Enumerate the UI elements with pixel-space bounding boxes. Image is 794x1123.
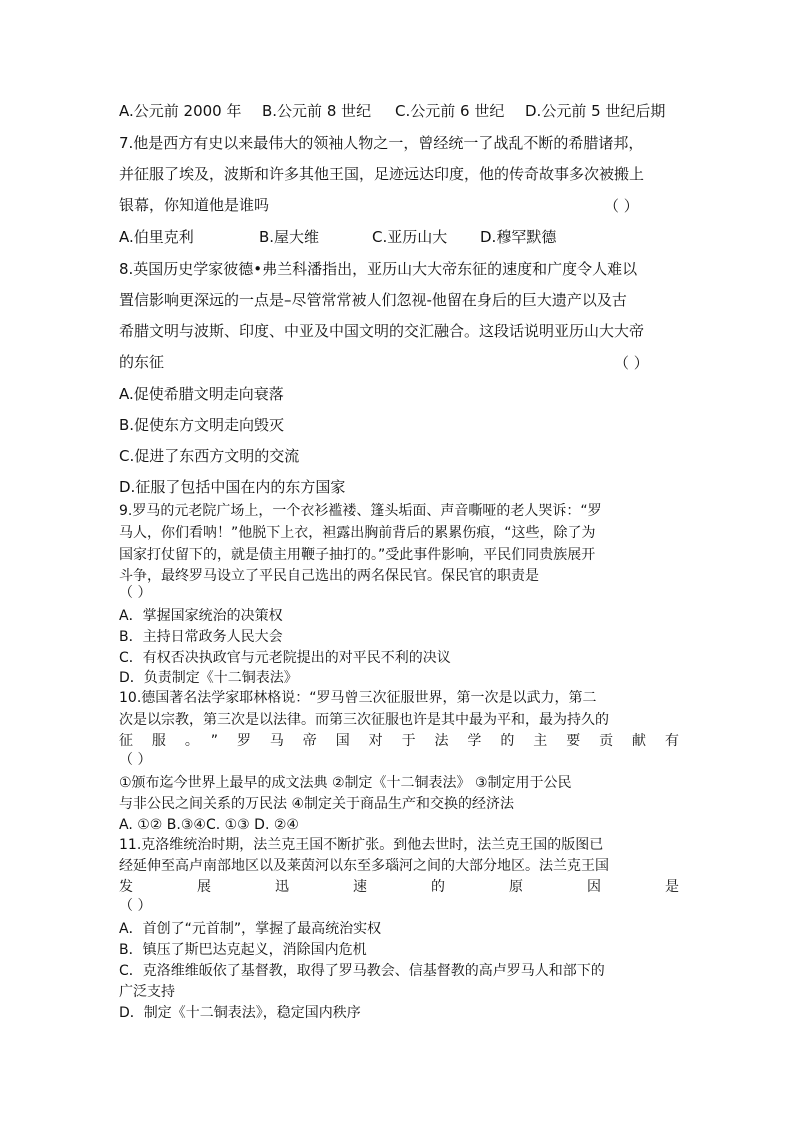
q9-text-line-1: 9.罗马的元老院广场上，一个衣衫褴褛、篷头垢面、声音嘶哑的老人哭诉：“罗 — [119, 503, 602, 519]
q10-statement-line-1: ①颁布迄今世界上最早的成文法典 ②制定《十二铜表法》 ③制定用于公民 — [119, 775, 572, 791]
q11-option-c-line-1: C．克洛维维皈依了基督教，取得了罗马教会、信基督教的高卢罗马人和部下的 — [119, 963, 605, 979]
q7-text-line-1: 7.他是西方有史以来最伟大的领袖人物之一，曾经统一了战乱不断的希腊诸邦， — [119, 134, 644, 152]
q10-answer-blank: （ ） — [119, 752, 152, 768]
q6-option-c: C.公元前 6 世纪 — [395, 102, 505, 120]
q7-text-line-3: 银幕，你知道他是谁吗 — [119, 196, 270, 214]
q8-text-line-2: 置信影响更深远的一点是–尽管常常被人们忽视-他留在身后的巨大遗产以及古 — [119, 291, 627, 309]
q9-text-line-3: 国家打仗留下的，就是债主用鞭子抽打的。”受此事件影响，平民们同贵族展开 — [119, 547, 596, 563]
q7-answer-blank: （ ） — [604, 197, 639, 215]
q10-text-line-1: 10.德国著名法学家耶林格说：“罗马曾三次征服世界，第一次是以武力，第二 — [119, 690, 597, 706]
q7-option-b: B.屋大维 — [259, 228, 320, 246]
q11-option-a: A．首创了“元首制”，掌握了最高统治实权 — [119, 921, 382, 937]
q8-text-line-3: 希腊文明与波斯、印度、中亚及中国文明的交汇融合。这段话说明亚历山大大帝 — [119, 322, 645, 340]
q7-text-line-2: 并征服了埃及，波斯和许多其他王国，足迹远达印度，他的传奇故事多次被搬上 — [119, 165, 645, 183]
q11-text-line-2: 经延伸至高卢南部地区以及莱茵河以东至多瑙河之间的大部分地区。法兰克王国 — [119, 858, 609, 874]
q11-option-d: D．制定《十二铜表法》，稳定国内秩序 — [119, 1005, 361, 1021]
q10-text-line-2: 次是以宗教，第三次是以法律。而第三次征服也许是其中最为平和，最为持久的 — [119, 712, 609, 728]
q7-option-c: C.亚历山大 — [372, 228, 448, 246]
q9-option-c: C．有权否决执政官与元老院提出的对平民不利的决议 — [119, 650, 451, 666]
q11-text-line-1: 11.克洛维统治时期，法兰克王国不断扩张。到他去世时，法兰克王国的版图已 — [119, 837, 604, 853]
q9-option-b: B．主持日常政务人民大会 — [119, 629, 283, 645]
q11-option-c-line-2: 广泛支持 — [119, 984, 175, 1000]
q11-text-line-3: 发展迅速的原因是 — [119, 879, 679, 895]
q6-option-d: D.公元前 5 世纪后期 — [525, 102, 666, 120]
q10-text-line-3: 征服。”罗马帝国对于法学的主要贡献有 — [119, 733, 679, 749]
q8-option-c: C.促进了东西方文明的交流 — [119, 447, 300, 465]
q9-text-line-4: 斗争，最终罗马设立了平民自己选出的两名保民官。保民官的职责是 — [119, 568, 539, 584]
q8-text-line-1: 8.英国历史学家彼德•弗兰科潘指出，亚历山大大帝东征的速度和广度令人难以 — [119, 260, 638, 278]
q8-option-d: D.征服了包括中国在内的东方国家 — [119, 478, 346, 496]
q8-text-line-4: 的东征 — [119, 353, 165, 371]
q8-option-b: B.促使东方文明走向毁灭 — [119, 416, 285, 434]
q7-option-a: A.伯里克利 — [119, 228, 194, 246]
q11-option-b: B．镇压了斯巴达克起义，消除国内危机 — [119, 942, 367, 958]
q10-statement-line-2: 与非公民之间关系的万民法 ④制定关于商品生产和交换的经济法 — [119, 796, 514, 812]
q9-option-d: D．负责制定《十二铜表法》 — [119, 670, 298, 686]
q7-option-d: D.穆罕默德 — [480, 228, 557, 246]
q8-answer-blank: （ ） — [614, 354, 649, 372]
q10-options: A. ①② B.③④C. ①③ D. ②④ — [119, 817, 299, 833]
q9-text-line-2: 马人，你们看呐！”他脱下上衣，袒露出胸前背后的累累伤痕，“这些，除了为 — [119, 525, 596, 541]
q6-option-b: B.公元前 8 世纪 — [262, 102, 372, 120]
q9-answer-blank: （ ） — [119, 585, 152, 601]
q9-option-a: A．掌握国家统治的决策权 — [119, 608, 283, 624]
q8-option-a: A.促使希腊文明走向衰落 — [119, 385, 284, 403]
q6-option-a: A.公元前 2000 年 — [119, 102, 242, 120]
q11-answer-blank: （ ） — [119, 898, 152, 914]
